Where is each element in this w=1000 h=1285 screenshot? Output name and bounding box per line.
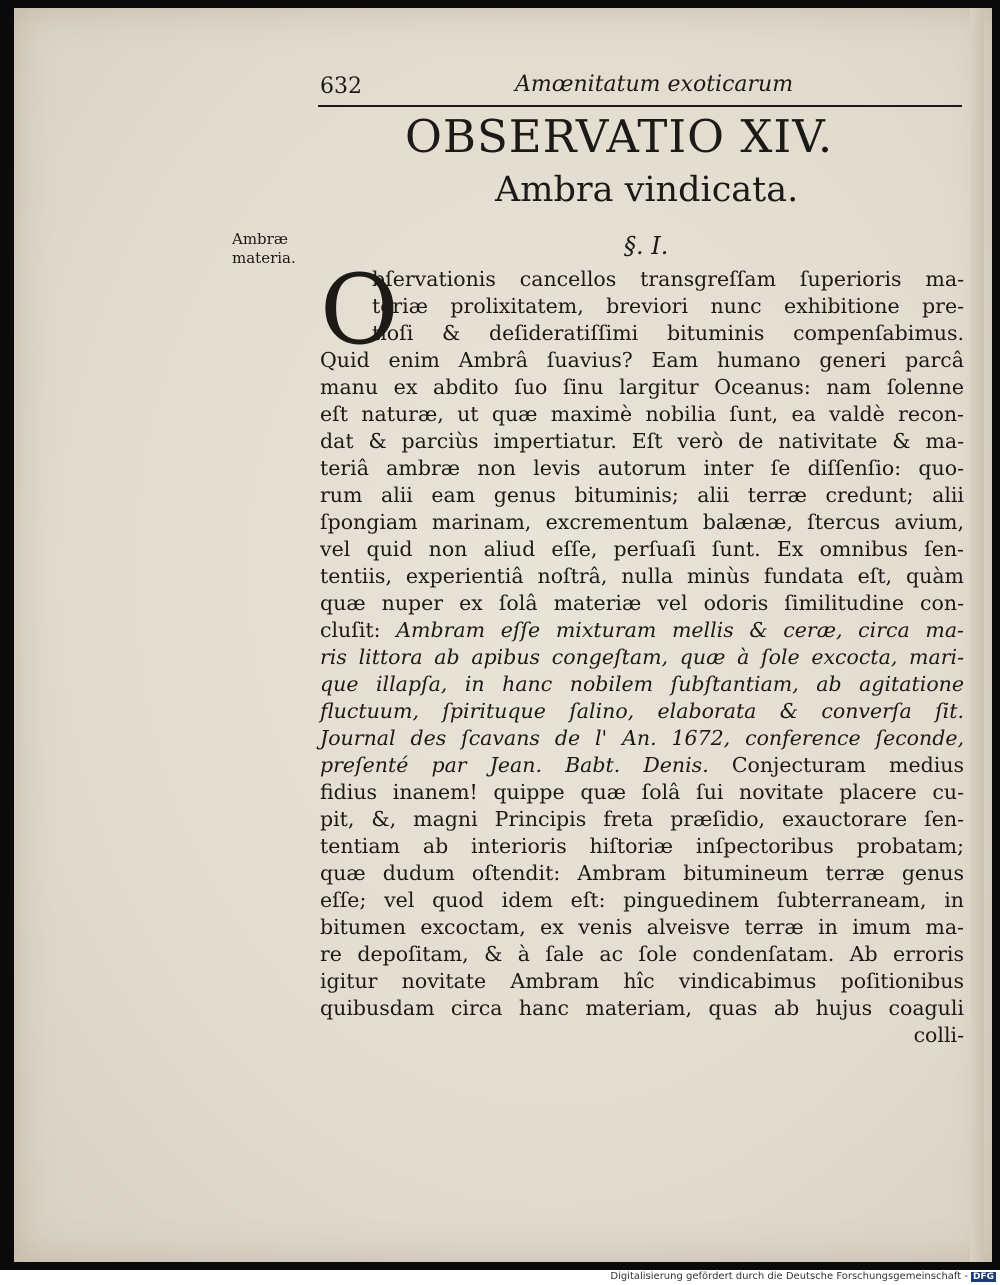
- text-line: dat & parciùs impertiatur. Eſt verò de nativitate & ma-: [320, 429, 964, 453]
- text-line: preſenté par Jean. Babt. Denis. Conjecturam medius: [320, 753, 964, 777]
- text-line: quæ nuper ex ſolâ materiæ vel odoris ſimilitudine con-: [320, 591, 964, 615]
- text-line: eſſe; vel quod idem eſt: pinguedinem ſubterraneam, in: [320, 888, 964, 912]
- page-number: 632: [320, 74, 362, 99]
- marginal-note-line: materia.: [232, 249, 296, 267]
- text-line: que illapſa, in hanc nobilem ſubſtantiam, ab agitatione: [320, 672, 964, 696]
- running-head: [320, 70, 960, 104]
- text-line: cluſit: Ambram eſſe mixturam mellis & ceræ, circa ma-: [320, 618, 964, 642]
- marginal-note-line: Ambræ: [232, 230, 288, 248]
- page-edge: [970, 8, 984, 1262]
- text-line: Quid enim Ambrâ ſuavius? Eam humano generi parcâ: [320, 348, 964, 372]
- text-line: fluctuum, ſpirituque ſalino, elaborata & converſa ſit.: [320, 699, 964, 723]
- text-line: Journal des ſcavans de l' An. 1672, conference ſeconde,: [320, 726, 964, 750]
- marginal-note: [232, 230, 296, 268]
- footer-text: Digitalisierung gefördert durch die Deutsche Forschungsgemeinschaft -: [610, 1271, 968, 1282]
- text-line: vel quid non aliud eſſe, perſuaſi ſunt. Ex omnibus ſen-: [320, 537, 964, 561]
- text-line: re depoſitam, & à ſale ac ſole condenſatam. Ab erroris: [320, 942, 964, 966]
- observation-subtitle: Ambra vindicata.: [495, 170, 799, 210]
- text-line: tentiam ab interioris hiſtoriæ inſpectoribus probatam;: [320, 834, 964, 858]
- text-line: tioſi & deſideratiſſimi bituminis compenſabimus.: [372, 321, 964, 345]
- text-line: teriæ prolixitatem, breviori nunc exhibitione pre-: [372, 294, 964, 318]
- text-line: pit, &, magni Principis freta præſidio, exauctorare ſen-: [320, 807, 964, 831]
- text-line: ſpongiam marinam, excrementum balænæ, ſtercus avium,: [320, 510, 964, 534]
- observation-title: OBSERVATIO XIV.: [405, 110, 834, 163]
- drop-cap: O: [320, 254, 399, 366]
- text-line: fidius inanem! quippe quæ ſolâ ſui novitate placere cu-: [320, 780, 964, 804]
- digitization-footer: [600, 1271, 1000, 1285]
- text-line: ris littora ab apibus congeſtam, quæ à ſole excocta, mari-: [320, 645, 964, 669]
- body-text: [320, 266, 964, 1049]
- text-line: rum alii eam genus bituminis; alii terræ credunt; alii: [320, 483, 964, 507]
- text-line: eſt naturæ, ut quæ maximè nobilia ſunt, ea valdè recon-: [320, 402, 964, 426]
- text-line: bitumen excoctam, ex venis alveisve terræ in imum ma-: [320, 915, 964, 939]
- text-line: colli-: [913, 1023, 964, 1047]
- text-line: manu ex abdito ſuo ſinu largitur Oceanus: nam ſolenne: [320, 375, 964, 399]
- text-line: igitur novitate Ambram hîc vindicabimus poſitionibus: [320, 969, 964, 993]
- dfg-logo: DFG: [972, 1272, 994, 1282]
- section-mark: §. I.: [624, 232, 669, 260]
- text-line: quæ dudum oſtendit: Ambram bitumineum terræ genus: [320, 861, 964, 885]
- running-title: Amœnitatum exoticarum: [515, 72, 794, 97]
- text-line: quibusdam circa hanc materiam, quas ab hujus coaguli: [320, 996, 964, 1020]
- text-line: teriâ ambræ non levis autorum inter ſe diſſenſio: quo-: [320, 456, 964, 480]
- text-line: tentiis, experientiâ noſtrâ, nulla minùs fundata eſt, quàm: [320, 564, 964, 588]
- header-rule: [318, 105, 962, 107]
- text-line: bſervationis cancellos transgreſſam ſuperioris ma-: [372, 267, 964, 291]
